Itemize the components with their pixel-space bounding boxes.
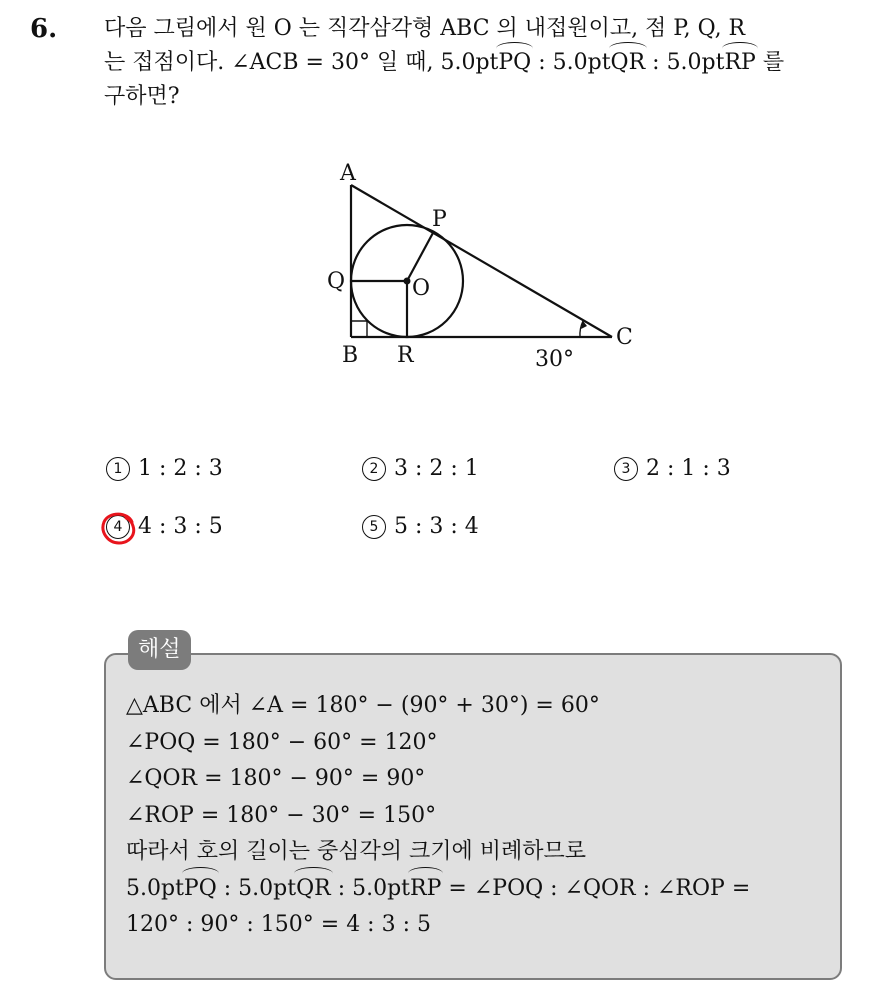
solution-line-5: 따라서 호의 길이는 중심각의 크기에 비례하므로	[126, 839, 587, 864]
triangle-figure	[300, 150, 660, 390]
choice-1[interactable]	[106, 456, 223, 481]
choice-5[interactable]	[362, 514, 479, 539]
arc-prefix: 5.0pt	[126, 875, 184, 901]
solution-text	[126, 688, 836, 944]
arc-rp: RP	[724, 46, 755, 80]
arc-prefix: 5.0pt	[666, 50, 725, 75]
solution-line-6-text: = ∠POQ : ∠QOR : ∠ROP =	[441, 875, 751, 901]
label-p: P	[432, 207, 447, 232]
choice-text: 5 : 3 : 4	[394, 514, 479, 539]
solution-line-1: △ABC 에서 ∠A = 180° − (90° + 30°) = 60°	[126, 693, 600, 718]
solution-line-3: ∠QOR = 180° − 90° = 90°	[126, 766, 426, 791]
arc-prefix: 5.0pt	[238, 875, 297, 901]
choice-number: 4	[106, 515, 130, 539]
selected-mark-icon	[99, 508, 139, 548]
question-number: 6.	[30, 14, 58, 44]
radius-op	[407, 231, 434, 281]
label-b: B	[342, 343, 359, 368]
arc-qr: QR	[296, 871, 331, 908]
right-angle-mark	[351, 321, 367, 337]
choice-text: 1 : 2 : 3	[138, 456, 223, 481]
question-line-1: 다음 그림에서 원 O 는 직각삼각형 ABC 의 내접원이고, 점 P, Q, R	[104, 16, 746, 41]
solution-tag: 해설	[128, 630, 191, 670]
arc-prefix: 5.0pt	[352, 875, 411, 901]
arc-rp: RP	[410, 871, 441, 908]
solution-line-6: 5.0ptPQ : 5.0ptQR : 5.0ptRP = ∠POQ : ∠QOR : ∠ROP =	[126, 871, 836, 908]
choice-4[interactable]	[106, 514, 223, 539]
choice-3[interactable]	[614, 456, 731, 481]
arc-pq: PQ	[184, 871, 217, 908]
solution-line-7: 120° : 90° : 150° = 4 : 3 : 5	[126, 912, 431, 937]
question-line-3: 구하면?	[104, 84, 180, 109]
label-a: A	[340, 161, 356, 186]
label-q: Q	[327, 269, 346, 294]
question-line-2: 는 접점이다. ∠ACB = 30° 일 때, 5.0ptPQ : 5.0ptQR : 5.0ptRP 를	[104, 46, 864, 80]
arc-qr: QR	[611, 46, 646, 80]
question-line-2-text: 는 접점이다. ∠ACB = 30° 일 때,	[104, 50, 441, 75]
choice-number: 1	[106, 457, 130, 481]
solution-line-2: ∠POQ = 180° − 60° = 120°	[126, 729, 438, 755]
choice-number: 5	[362, 515, 386, 539]
choice-text: 2 : 1 : 3	[646, 456, 731, 481]
solution-line-4: ∠ROP = 180° − 30° = 150°	[126, 802, 437, 828]
choice-number: 3	[614, 457, 638, 481]
choice-text: 3 : 2 : 1	[394, 456, 479, 481]
ratio-tail: 를	[755, 50, 785, 75]
label-r: R	[397, 343, 414, 368]
question-text	[104, 12, 864, 114]
arc-pq: PQ	[498, 46, 531, 80]
label-angle: 30°	[535, 347, 574, 372]
label-o: O	[412, 276, 431, 301]
center-dot	[404, 278, 411, 285]
side-ac	[351, 185, 612, 337]
choice-2[interactable]	[362, 456, 479, 481]
arc-prefix: 5.0pt	[440, 50, 499, 75]
choice-number: 2	[362, 457, 386, 481]
arc-prefix: 5.0pt	[552, 50, 611, 75]
label-c: C	[616, 325, 633, 350]
choice-text: 4 : 3 : 5	[138, 514, 223, 539]
